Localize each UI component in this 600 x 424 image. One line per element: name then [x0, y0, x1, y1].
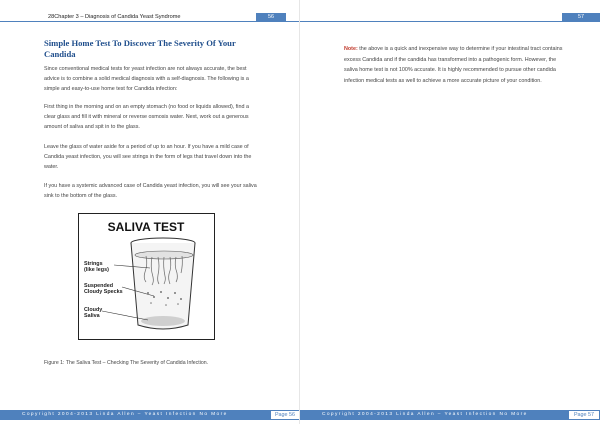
label-saliva: Cloudy — [84, 307, 103, 313]
header-page-number: 57 — [562, 13, 600, 21]
header-page-number: 56 — [256, 13, 286, 21]
paragraph: If you have a systemic advanced case of Candida yeast infection, you will see your saliva sink to the bottom of the glass. — [44, 183, 257, 199]
note-label: Note: — [344, 46, 358, 52]
paragraph: First thing in the morning and on an empty stomach (no food or liquids allowed), find a clear glass and fill it with mineral or reverse osmosis water. Next, work out a generous amount of saliva and spit in to the glass. — [44, 104, 249, 130]
footer-bar — [0, 410, 300, 420]
paragraph: Since conventional medical tests for yeast infection are not always accurate, the best advice is to combine a solid medical diagnosis with a self-diagnosis. The following is a simple and easy-to-use home test for Candida infection: — [44, 66, 249, 92]
footer-copyright: Copyright 2004-2013 Linda Allen – Yeast Infection No More — [322, 412, 528, 417]
label-saliva-sub: Saliva — [84, 313, 100, 319]
note-paragraph — [344, 44, 564, 86]
figure-title: SALIVA TEST — [107, 220, 185, 234]
right-page — [300, 0, 600, 424]
label-specks-sub: Cloudy Specks — [84, 289, 123, 295]
header-rule — [300, 21, 600, 22]
footer-bar — [300, 410, 600, 420]
footer-copyright: Copyright 2004-2013 Linda Allen – Yeast Infection No More — [22, 412, 228, 417]
note-text: the above is a quick and inexpensive way to determine if your intestinal tract contains excess Candida and if the candida has transformed into a pathogenic form. However, the saliva home test is not 100% accurate. It is highly recommended to pursue other candida infection medical tests as well to achieve a more accurate picture of your condition. — [344, 46, 563, 84]
saliva-test-figure — [78, 213, 215, 340]
footer-page-number: Page 57 — [568, 410, 600, 420]
figure-caption: Figure 1: The Saliva Test – Checking The Severity of Candida Infection. — [44, 360, 209, 366]
label-strings: Strings — [84, 261, 103, 267]
footer-page-number: Page 56 — [270, 410, 300, 420]
chapter-header: 28Chapter 3 – Diagnosis of Candida Yeast Syndrome — [48, 14, 181, 20]
header-rule — [0, 21, 300, 22]
section-heading: Simple Home Test To Discover The Severity Of Your Candida — [44, 38, 236, 59]
label-specks: Suspended — [84, 283, 114, 289]
label-strings-sub: (like legs) — [84, 267, 109, 273]
paragraph: Leave the glass of water aside for a period of up to an hour. If you have a mild case of Candida yeast infection, you will see strings in the form of legs that travel down into the water. — [44, 144, 252, 170]
saliva-test-illustration — [78, 213, 215, 340]
